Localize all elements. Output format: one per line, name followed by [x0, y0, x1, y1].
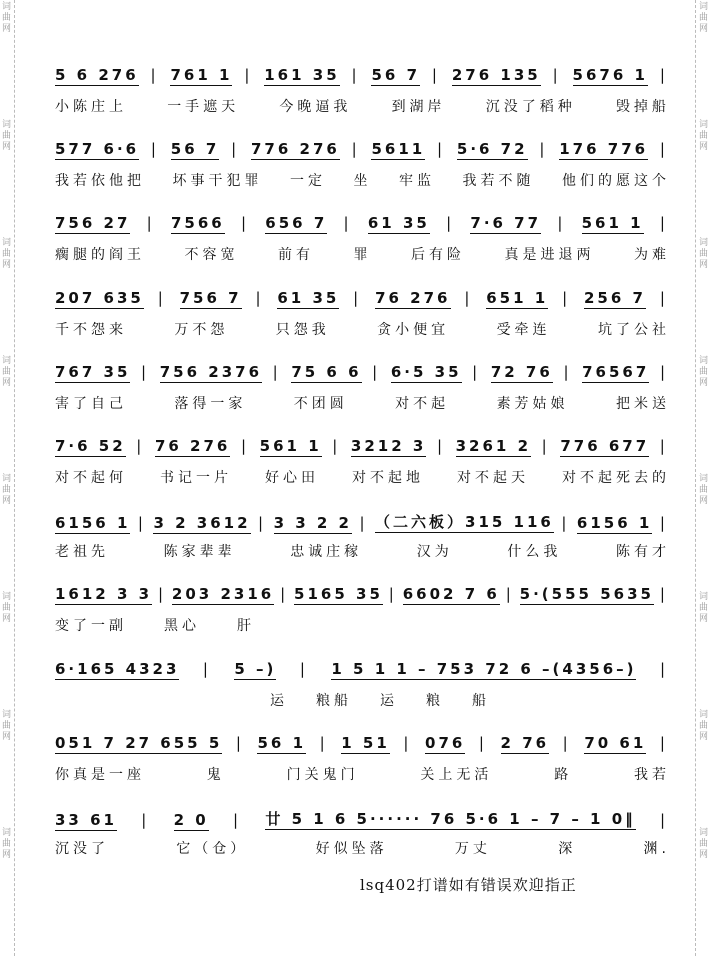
measure [559, 140, 648, 158]
watermark-text: 词 曲 网 [699, 238, 709, 270]
bar-line: | [141, 362, 150, 381]
bar-line: | [233, 811, 242, 829]
measure-notes: 756 2376 [159, 362, 263, 381]
measure-notes: 561 1 [581, 214, 644, 233]
lyric-segment: 坏事干犯罪 [172, 173, 263, 190]
measure [577, 514, 652, 532]
measure-notes: 776 677 [560, 437, 650, 455]
measure-notes: 75 6 6 [291, 362, 362, 381]
measure [265, 808, 635, 829]
lyric-segment: 门关鬼门 [286, 766, 359, 783]
bar-line: | [659, 514, 668, 533]
measure-notes: 7·6 77 [470, 214, 542, 233]
measure-notes: 276 135 [451, 66, 541, 84]
measure [582, 363, 649, 381]
lyric-segment: 粮 [426, 692, 444, 709]
measure [174, 811, 209, 829]
measure [520, 585, 654, 603]
lyric-segment: 书记一片 [160, 470, 232, 486]
watermark-text: 词 曲 网 [699, 592, 709, 624]
watermark-text: 词 曲 网 [2, 710, 12, 742]
measure [55, 214, 130, 232]
notation-line [55, 808, 670, 829]
measure-notes: 6156 1 [55, 514, 131, 533]
measure [55, 363, 130, 381]
measure [368, 214, 430, 232]
lyric-segment: 黑心 [164, 618, 200, 635]
lyric-segment: 坑了公社 [597, 321, 670, 338]
watermark-text: 词 曲 网 [2, 474, 12, 506]
measure-notes: 3 3 2 2 [273, 514, 352, 533]
lyric-segment: 万不怨 [174, 321, 229, 338]
measure-notes: 5611 [371, 140, 426, 159]
left-margin-watermark [0, 0, 15, 956]
measure [170, 66, 232, 84]
measure [260, 437, 322, 455]
measure [277, 289, 339, 307]
measure-notes: 3212 3 [350, 437, 427, 455]
notation-line [55, 437, 670, 455]
lyric-segment: 我若依他把 [55, 173, 145, 190]
bar-line: | [659, 585, 668, 604]
measure-notes: 76567 [582, 362, 650, 381]
bar-line: | [319, 733, 328, 752]
lyric-segment: 罪 [353, 247, 372, 264]
measure-notes: 61 35 [277, 288, 340, 307]
measure-notes: 051 7 27 655 5 [55, 733, 223, 752]
measure [234, 660, 276, 678]
watermark-text: 词 曲 网 [2, 238, 12, 270]
measure [331, 660, 636, 678]
measure [452, 66, 541, 84]
lyric-segment: 沉没了 [55, 841, 109, 857]
lyric-segment: 粮船 [316, 692, 352, 709]
bar-line: | [272, 362, 281, 381]
lyric-segment: 把米送 [615, 395, 670, 412]
lyric-segment: 万丈 [454, 841, 491, 857]
measure [257, 734, 306, 752]
measure [153, 514, 250, 532]
measure-notes: 72 76 [490, 362, 553, 381]
bar-line: | [137, 514, 146, 533]
lyric-segment: 我若 [633, 766, 670, 783]
measure-notes: 756 27 [55, 214, 131, 233]
lyric-segment: 对不起天 [457, 470, 529, 486]
measure [573, 66, 648, 84]
measure-notes: 577 6·6 [55, 140, 140, 159]
measure [274, 514, 352, 532]
watermark-text: 词 曲 网 [2, 120, 12, 152]
lyric-segment: 坐 [353, 173, 372, 190]
bar-line: | [150, 140, 159, 159]
bar-line: | [659, 66, 668, 84]
bar-line: | [231, 140, 240, 159]
bar-line: | [280, 585, 289, 604]
lyric-segment: 前有 [278, 247, 314, 264]
bar-line: | [258, 514, 267, 533]
bar-line: | [562, 733, 571, 752]
lyrics-line [55, 541, 670, 561]
measure [470, 214, 541, 232]
lyric-segment: 我若不随 [462, 173, 535, 190]
bar-line: | [403, 733, 412, 752]
lyric-segment: 渊. [643, 841, 670, 857]
lyric-segment: 肝 [237, 618, 255, 635]
measure-notes: 61 35 [367, 214, 430, 233]
watermark-text: 词 曲 网 [2, 2, 12, 34]
measure-notes: （二六板）315 116 [375, 513, 554, 532]
lyric-segment: 沉没了稻种 [485, 99, 576, 115]
lyric-segment: 运 [380, 692, 398, 709]
measure [264, 66, 339, 84]
notation-line [55, 214, 670, 232]
measure [425, 734, 465, 752]
bar-line: | [157, 288, 166, 307]
measure-notes: 1612 3 3 [55, 585, 153, 604]
measure-notes: 207 635 [55, 288, 144, 307]
lyric-segment: 好似坠落 [315, 841, 388, 857]
measure [55, 437, 126, 455]
measure-notes: 5165 35 [294, 585, 383, 604]
measure [171, 140, 220, 158]
lyrics-line [55, 96, 670, 116]
bar-line: | [478, 733, 487, 752]
measure [501, 734, 550, 752]
lyric-segment: 小陈庄上 [55, 99, 127, 115]
bar-line: | [561, 514, 570, 533]
measure-notes: 7·6 52 [55, 437, 126, 455]
notation-line [55, 734, 670, 752]
measure [584, 734, 646, 752]
transcriber-note: lsq402打谱如有错误欢迎指正 [360, 876, 577, 894]
lyric-segment: 忠诚庄稼 [290, 544, 363, 561]
lyric-segment: 老祖先 [55, 544, 109, 561]
lyric-segment: 只怨我 [275, 321, 330, 338]
measure [341, 734, 390, 752]
bar-line: | [659, 362, 668, 381]
lyrics-line [270, 690, 490, 710]
bar-line: | [562, 288, 571, 307]
measure [251, 140, 340, 158]
lyric-segment: 毁掉船 [615, 99, 670, 115]
lyric-segment: 到湖岸 [391, 99, 446, 115]
watermark-text: 词 曲 网 [699, 828, 709, 860]
measure-notes: 5 6 276 [55, 66, 139, 84]
lyrics-line [55, 244, 670, 264]
measure-notes: 廿 5 1 6 5······ 76 5·6 1 – 7 – 1 0‖ [265, 810, 636, 828]
lyrics-line [55, 170, 670, 190]
measure [456, 437, 531, 455]
bar-line: | [388, 585, 397, 604]
lyric-segment: 陈家辈辈 [163, 544, 236, 561]
measure-notes: 776 276 [250, 140, 340, 159]
measure-notes: 5·6 72 [456, 140, 528, 159]
measure [371, 140, 425, 158]
lyric-segment: 什么我 [507, 544, 562, 561]
lyric-segment: 对不起 [395, 395, 450, 412]
measure-notes: 6156 1 [576, 514, 653, 533]
lyric-segment: 关上无活 [420, 766, 493, 783]
lyric-segment: 对不起何 [55, 470, 127, 486]
bar-line: | [659, 733, 668, 752]
measure-notes: 33 61 [55, 811, 117, 829]
measure [291, 363, 361, 381]
bar-line: | [557, 214, 566, 233]
bar-line: | [659, 140, 668, 159]
lyric-segment: 他们的愿这个 [562, 173, 670, 190]
measure-notes: 56 7 [170, 140, 220, 159]
lyric-segment: 瘸腿的阎王 [55, 247, 145, 264]
measure-notes: 1 5 1 1 – 753 72 6 –(4356–) [331, 659, 637, 678]
measure-notes: 7566 [170, 214, 225, 233]
measure [584, 289, 646, 307]
bar-line: | [659, 437, 668, 455]
bar-line: | [240, 214, 250, 233]
measure-notes: 1 51 [341, 733, 390, 752]
lyric-segment: 一定 [290, 173, 326, 190]
bar-line: | [552, 66, 561, 84]
measure-notes: 5676 1 [572, 66, 648, 84]
bar-line: | [202, 659, 211, 678]
bar-line: | [437, 140, 446, 159]
measure-notes: 761 1 [170, 66, 233, 84]
bar-line: | [157, 585, 167, 604]
measure-notes: 5·(555 5635 [519, 585, 654, 604]
bar-line: | [359, 514, 368, 533]
measure-notes: 2 0 [173, 811, 209, 829]
notation-line [55, 511, 670, 532]
measure-notes: 76 276 [375, 288, 451, 307]
measure [403, 585, 500, 603]
measure-notes: 56 7 [371, 66, 421, 84]
bar-line: | [353, 288, 362, 307]
bar-line: | [659, 811, 668, 829]
bar-line: | [299, 659, 308, 678]
watermark-text: 词 曲 网 [2, 828, 12, 860]
lyric-segment: 为难 [634, 247, 670, 264]
measure [294, 585, 383, 603]
measure [172, 585, 274, 603]
measure [55, 811, 117, 829]
lyric-segment: 不团圆 [293, 395, 348, 412]
bar-line: | [659, 214, 668, 233]
measure [55, 289, 144, 307]
bar-line: | [240, 437, 250, 455]
lyric-segment: 汉为 [416, 544, 453, 561]
lyric-segment: 后有险 [411, 247, 465, 264]
measure-notes: 176 776 [559, 140, 649, 159]
watermark-text: 词 曲 网 [699, 356, 709, 388]
measure [457, 140, 528, 158]
measure [560, 437, 649, 455]
lyric-segment: 路 [554, 766, 573, 783]
lyric-segment: 变了一副 [55, 618, 127, 635]
bar-line: | [146, 214, 155, 233]
lyric-segment: 对不起地 [352, 470, 424, 486]
bar-line: | [372, 362, 381, 381]
lyrics-line [55, 319, 670, 339]
watermark-text: 词 曲 网 [2, 592, 12, 624]
measure-notes: 203 2316 [171, 585, 275, 604]
bar-line: | [659, 659, 668, 678]
watermark-text: 词 曲 网 [699, 710, 709, 742]
lyrics-line [55, 467, 670, 487]
bar-line: | [505, 585, 514, 604]
measure [55, 660, 179, 678]
right-margin-watermark [695, 0, 710, 956]
measure-notes: 767 35 [55, 362, 131, 381]
measure [160, 363, 262, 381]
notation-line [55, 363, 670, 381]
measure [55, 585, 152, 603]
bar-line: | [446, 214, 455, 233]
measure [391, 363, 462, 381]
measure [375, 289, 450, 307]
notation-line [55, 289, 670, 307]
bar-line: | [351, 66, 360, 84]
measure-notes: 076 [425, 733, 466, 752]
lyric-segment: 鬼 [206, 766, 225, 783]
bar-line: | [235, 733, 244, 752]
lyrics-line [55, 615, 255, 635]
measure [582, 214, 644, 232]
lyric-segment: 你真是一座 [55, 766, 145, 783]
notation-line [55, 66, 670, 84]
measure [351, 437, 426, 455]
lyrics-line [55, 838, 670, 858]
bar-line: | [136, 437, 145, 455]
measure-notes: 651 1 [486, 288, 549, 307]
bar-line: | [539, 140, 548, 159]
lyric-segment: 落得一家 [174, 395, 247, 412]
notation-line [55, 140, 670, 158]
lyric-segment: 真是进退两 [504, 247, 595, 264]
watermark-text: 词 曲 网 [699, 474, 709, 506]
lyrics-line [55, 393, 670, 413]
lyric-segment: 运 [270, 692, 288, 709]
bar-line: | [141, 811, 150, 829]
measure-notes: 561 1 [259, 437, 322, 455]
lyric-segment: 今晚逼我 [279, 99, 352, 115]
measure-notes: 3 2 3612 [153, 514, 251, 533]
measure [55, 140, 139, 158]
lyric-segment: 它（仓） [176, 841, 249, 857]
measure [155, 437, 230, 455]
measure-notes: 70 61 [584, 733, 647, 752]
measure [371, 66, 420, 84]
lyric-segment: 牢监 [399, 173, 435, 190]
watermark-text: 词 曲 网 [699, 120, 709, 152]
bar-line: | [343, 214, 352, 233]
measure [265, 214, 327, 232]
measure-notes: 656 7 [265, 214, 328, 233]
bar-line: | [464, 288, 473, 307]
lyric-segment: 对不起死去的 [562, 470, 670, 486]
measure [171, 214, 225, 232]
bar-line: | [472, 362, 481, 381]
lyric-segment: 陈有才 [615, 544, 670, 561]
bar-line: | [244, 66, 253, 84]
measure [375, 511, 554, 532]
lyric-segment: 千不怨来 [55, 321, 127, 338]
measure-notes: 756 7 [179, 288, 242, 307]
measure-notes: 6·5 35 [390, 362, 462, 381]
lyric-segment: 一手遮天 [167, 99, 240, 115]
measure-notes: 76 276 [154, 437, 231, 455]
bar-line: | [436, 437, 446, 455]
measure-notes: 2 76 [500, 733, 550, 752]
measure-notes: 6·165 4323 [55, 659, 180, 678]
lyric-segment: 深 [558, 841, 577, 857]
lyric-segment: 害了自己 [55, 395, 127, 412]
watermark-text: 词 曲 网 [2, 356, 12, 388]
watermark-text: 词 曲 网 [699, 2, 709, 34]
bar-line: | [563, 362, 572, 381]
lyric-segment: 船 [472, 692, 490, 709]
lyrics-line [55, 764, 670, 784]
measure [491, 363, 553, 381]
measure-notes: 3261 2 [455, 437, 532, 455]
bar-line: | [255, 288, 264, 307]
lyric-segment: 不容宽 [184, 247, 239, 264]
bar-line: | [150, 66, 159, 84]
lyric-segment: 受牵连 [496, 321, 551, 338]
measure-notes: 6602 7 6 [402, 585, 500, 604]
measure [486, 289, 548, 307]
notation-line [55, 660, 670, 678]
lyric-segment: 贪小便宜 [377, 321, 450, 338]
bar-line: | [541, 437, 550, 455]
measure-notes: 56 1 [257, 733, 307, 752]
bar-line: | [659, 288, 668, 307]
notation-line [55, 585, 670, 603]
measure-notes: 161 35 [264, 66, 340, 84]
measure [55, 66, 139, 84]
lyric-segment: 好心田 [265, 470, 319, 486]
lyric-segment: 素芳姑娘 [496, 395, 569, 412]
bar-line: | [332, 437, 341, 455]
measure-notes: 5 –) [234, 659, 277, 678]
measure-notes: 256 7 [583, 288, 646, 307]
measure [55, 734, 222, 752]
bar-line: | [351, 140, 360, 159]
measure [55, 514, 130, 532]
measure [180, 289, 242, 307]
bar-line: | [431, 66, 440, 84]
